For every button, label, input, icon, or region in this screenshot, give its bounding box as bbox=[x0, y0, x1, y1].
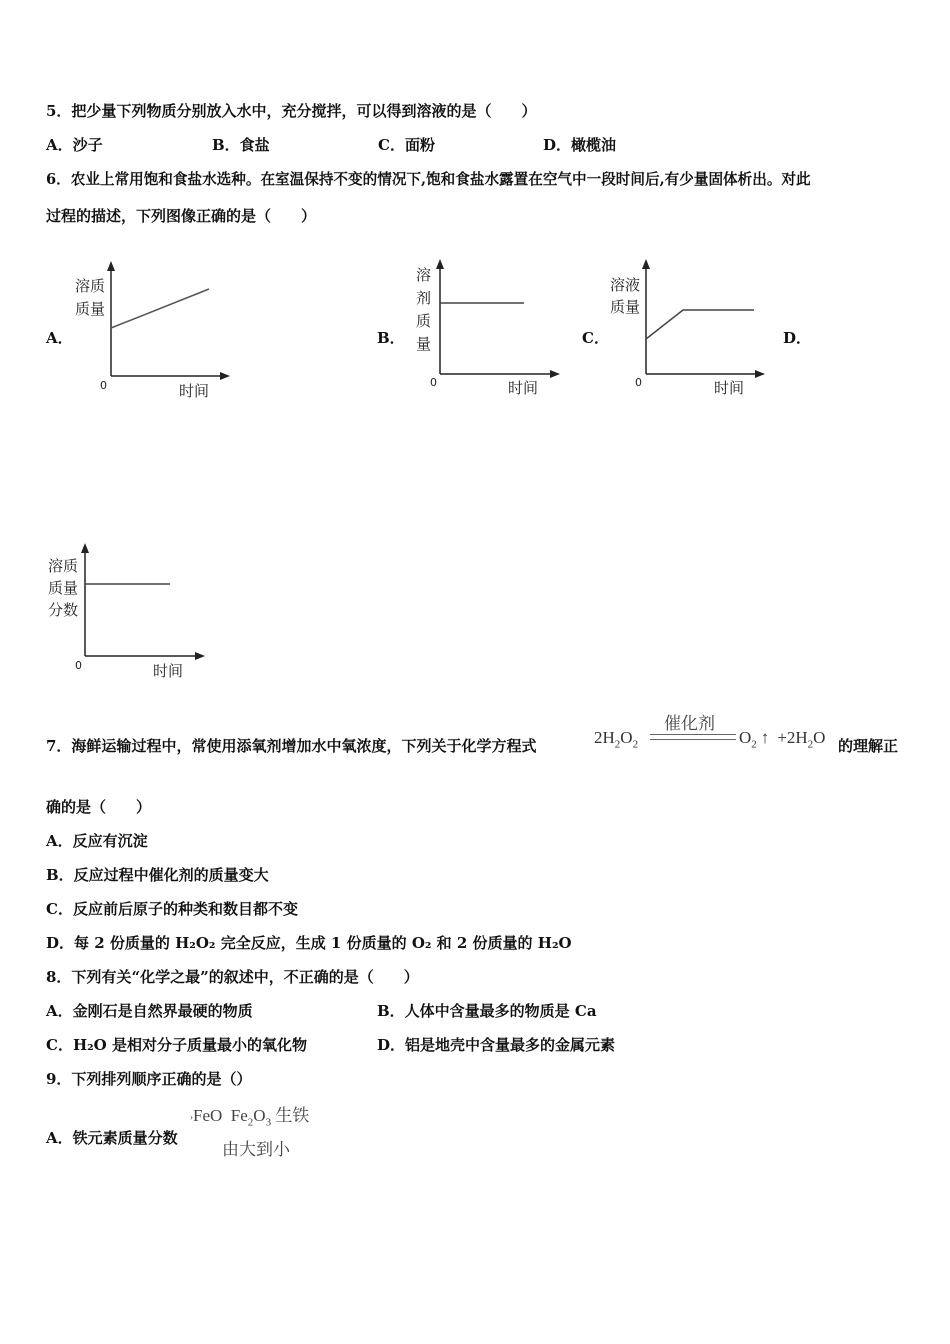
q5-option-d[interactable]: D．橄榄油 bbox=[543, 136, 617, 154]
q9-option-a[interactable]: A．铁元素质量分数 bbox=[46, 1129, 178, 1147]
q7-stem-line2: 确的是（ ） bbox=[46, 798, 152, 816]
q6-option-a-letter[interactable]: A． bbox=[46, 329, 73, 347]
q9-stem: 9．下列排列顺序正确的是（） bbox=[46, 1070, 252, 1088]
graph-a-curve bbox=[111, 289, 209, 328]
q5-option-a[interactable]: A．沙子 bbox=[46, 136, 103, 154]
graph-b-origin: 0 bbox=[430, 376, 437, 389]
graph-c-curve bbox=[646, 310, 754, 339]
q9-order-label: 由大到小 bbox=[222, 1140, 290, 1159]
graph-c-ylabel-2: 质量 bbox=[610, 298, 641, 316]
graph-b-ylabel-4: 量 bbox=[416, 335, 432, 353]
graph-b-ylabel-1: 溶 bbox=[416, 266, 432, 284]
graph-b bbox=[410, 256, 570, 406]
q8-option-c[interactable]: C．H₂O 是相对分子质量最小的氧化物 bbox=[46, 1036, 307, 1054]
graph-d-y-arrow bbox=[81, 543, 89, 553]
q7-equation-sign bbox=[650, 734, 736, 740]
q5-option-b[interactable]: B．食盐 bbox=[212, 136, 270, 154]
q5-option-c[interactable]: C．面粉 bbox=[378, 136, 435, 154]
graph-d bbox=[44, 538, 214, 688]
graph-d-xlabel: 时间 bbox=[153, 662, 184, 680]
graph-c-x-arrow bbox=[755, 370, 765, 378]
graph-d-ylabel-3: 分数 bbox=[48, 601, 79, 619]
q7-option-b[interactable]: B．反应过程中催化剂的质量变大 bbox=[46, 866, 269, 884]
q7-stem-prefix: 7．海鲜运输过程中，常使用添氧剂增加水中氧浓度，下列关于化学方程式 bbox=[46, 737, 537, 755]
graph-c-y-arrow bbox=[642, 259, 650, 269]
graph-c-origin: 0 bbox=[635, 376, 642, 389]
graph-a-x-arrow bbox=[220, 372, 230, 380]
graph-b-ylabel-3: 质 bbox=[416, 312, 432, 330]
q9-formula-sequence: ›FeO $Fe_2O_3$ 生铁 bbox=[190, 1106, 310, 1129]
q5-stem: 5．把少量下列物质分别放入水中，充分搅拌，可以得到溶液的是（ ） bbox=[46, 102, 537, 120]
graph-c bbox=[608, 256, 773, 406]
q8-stem: 8．下列有关“化学之最”的叙述中，不正确的是（ ） bbox=[46, 968, 419, 986]
graph-b-x-arrow bbox=[550, 370, 560, 378]
graph-a bbox=[70, 258, 240, 408]
graph-a-origin: 0 bbox=[100, 379, 107, 392]
q9-small-arrow-icon: › bbox=[190, 1112, 193, 1123]
graph-d-origin: 0 bbox=[75, 659, 82, 672]
graph-a-xlabel: 时间 bbox=[179, 382, 210, 400]
q7-equation-lhs: $2H_2O_2$ bbox=[594, 728, 639, 751]
q8-option-d[interactable]: D．铝是地壳中含量最多的金属元素 bbox=[377, 1036, 616, 1054]
q8-option-a[interactable]: A．金刚石是自然界最硬的物质 bbox=[46, 1002, 253, 1020]
q7-option-d[interactable]: D．每 2 份质量的 H₂O₂ 完全反应，生成 1 份质量的 O₂ 和 2 份质量的 H₂O bbox=[46, 934, 572, 952]
q6-option-d-letter[interactable]: D． bbox=[783, 329, 812, 347]
graph-b-ylabel-2: 剂 bbox=[416, 289, 432, 307]
q7-option-c[interactable]: C．反应前后原子的种类和数目都不变 bbox=[46, 900, 298, 918]
q6-stem-line2: 过程的描述，下列图像正确的是（ ） bbox=[46, 207, 317, 225]
graph-a-ylabel-2: 质量 bbox=[75, 300, 106, 318]
graph-b-y-arrow bbox=[436, 259, 444, 269]
q7-stem-suffix: 的理解正 bbox=[838, 737, 899, 755]
graph-d-x-arrow bbox=[195, 652, 205, 660]
q7-catalyst-label: 催化剂 bbox=[664, 714, 715, 733]
q6-stem-line1: 6．农业上常用饱和食盐水选种。在室温保持不变的情况下,饱和食盐水露置在空气中一段时间后,有少量固体析出。对此 bbox=[46, 171, 811, 188]
q6-option-b-letter[interactable]: B． bbox=[377, 329, 405, 347]
graph-d-ylabel-2: 质量 bbox=[48, 579, 79, 597]
q6-option-c-letter[interactable]: C． bbox=[582, 329, 609, 347]
graph-b-xlabel: 时间 bbox=[508, 379, 539, 397]
q7-equation-rhs: $O_2$ ↑ $+2H_2O$ bbox=[739, 728, 826, 751]
graph-c-ylabel-1: 溶液 bbox=[610, 276, 641, 294]
q8-option-b[interactable]: B．人体中含量最多的物质是 Ca bbox=[377, 1002, 597, 1020]
graph-a-y-arrow bbox=[107, 261, 115, 271]
q7-option-a[interactable]: A．反应有沉淀 bbox=[46, 832, 148, 850]
graph-a-ylabel-1: 溶质 bbox=[75, 277, 106, 295]
graph-d-ylabel-1: 溶质 bbox=[48, 557, 79, 575]
graph-c-xlabel: 时间 bbox=[714, 379, 745, 397]
